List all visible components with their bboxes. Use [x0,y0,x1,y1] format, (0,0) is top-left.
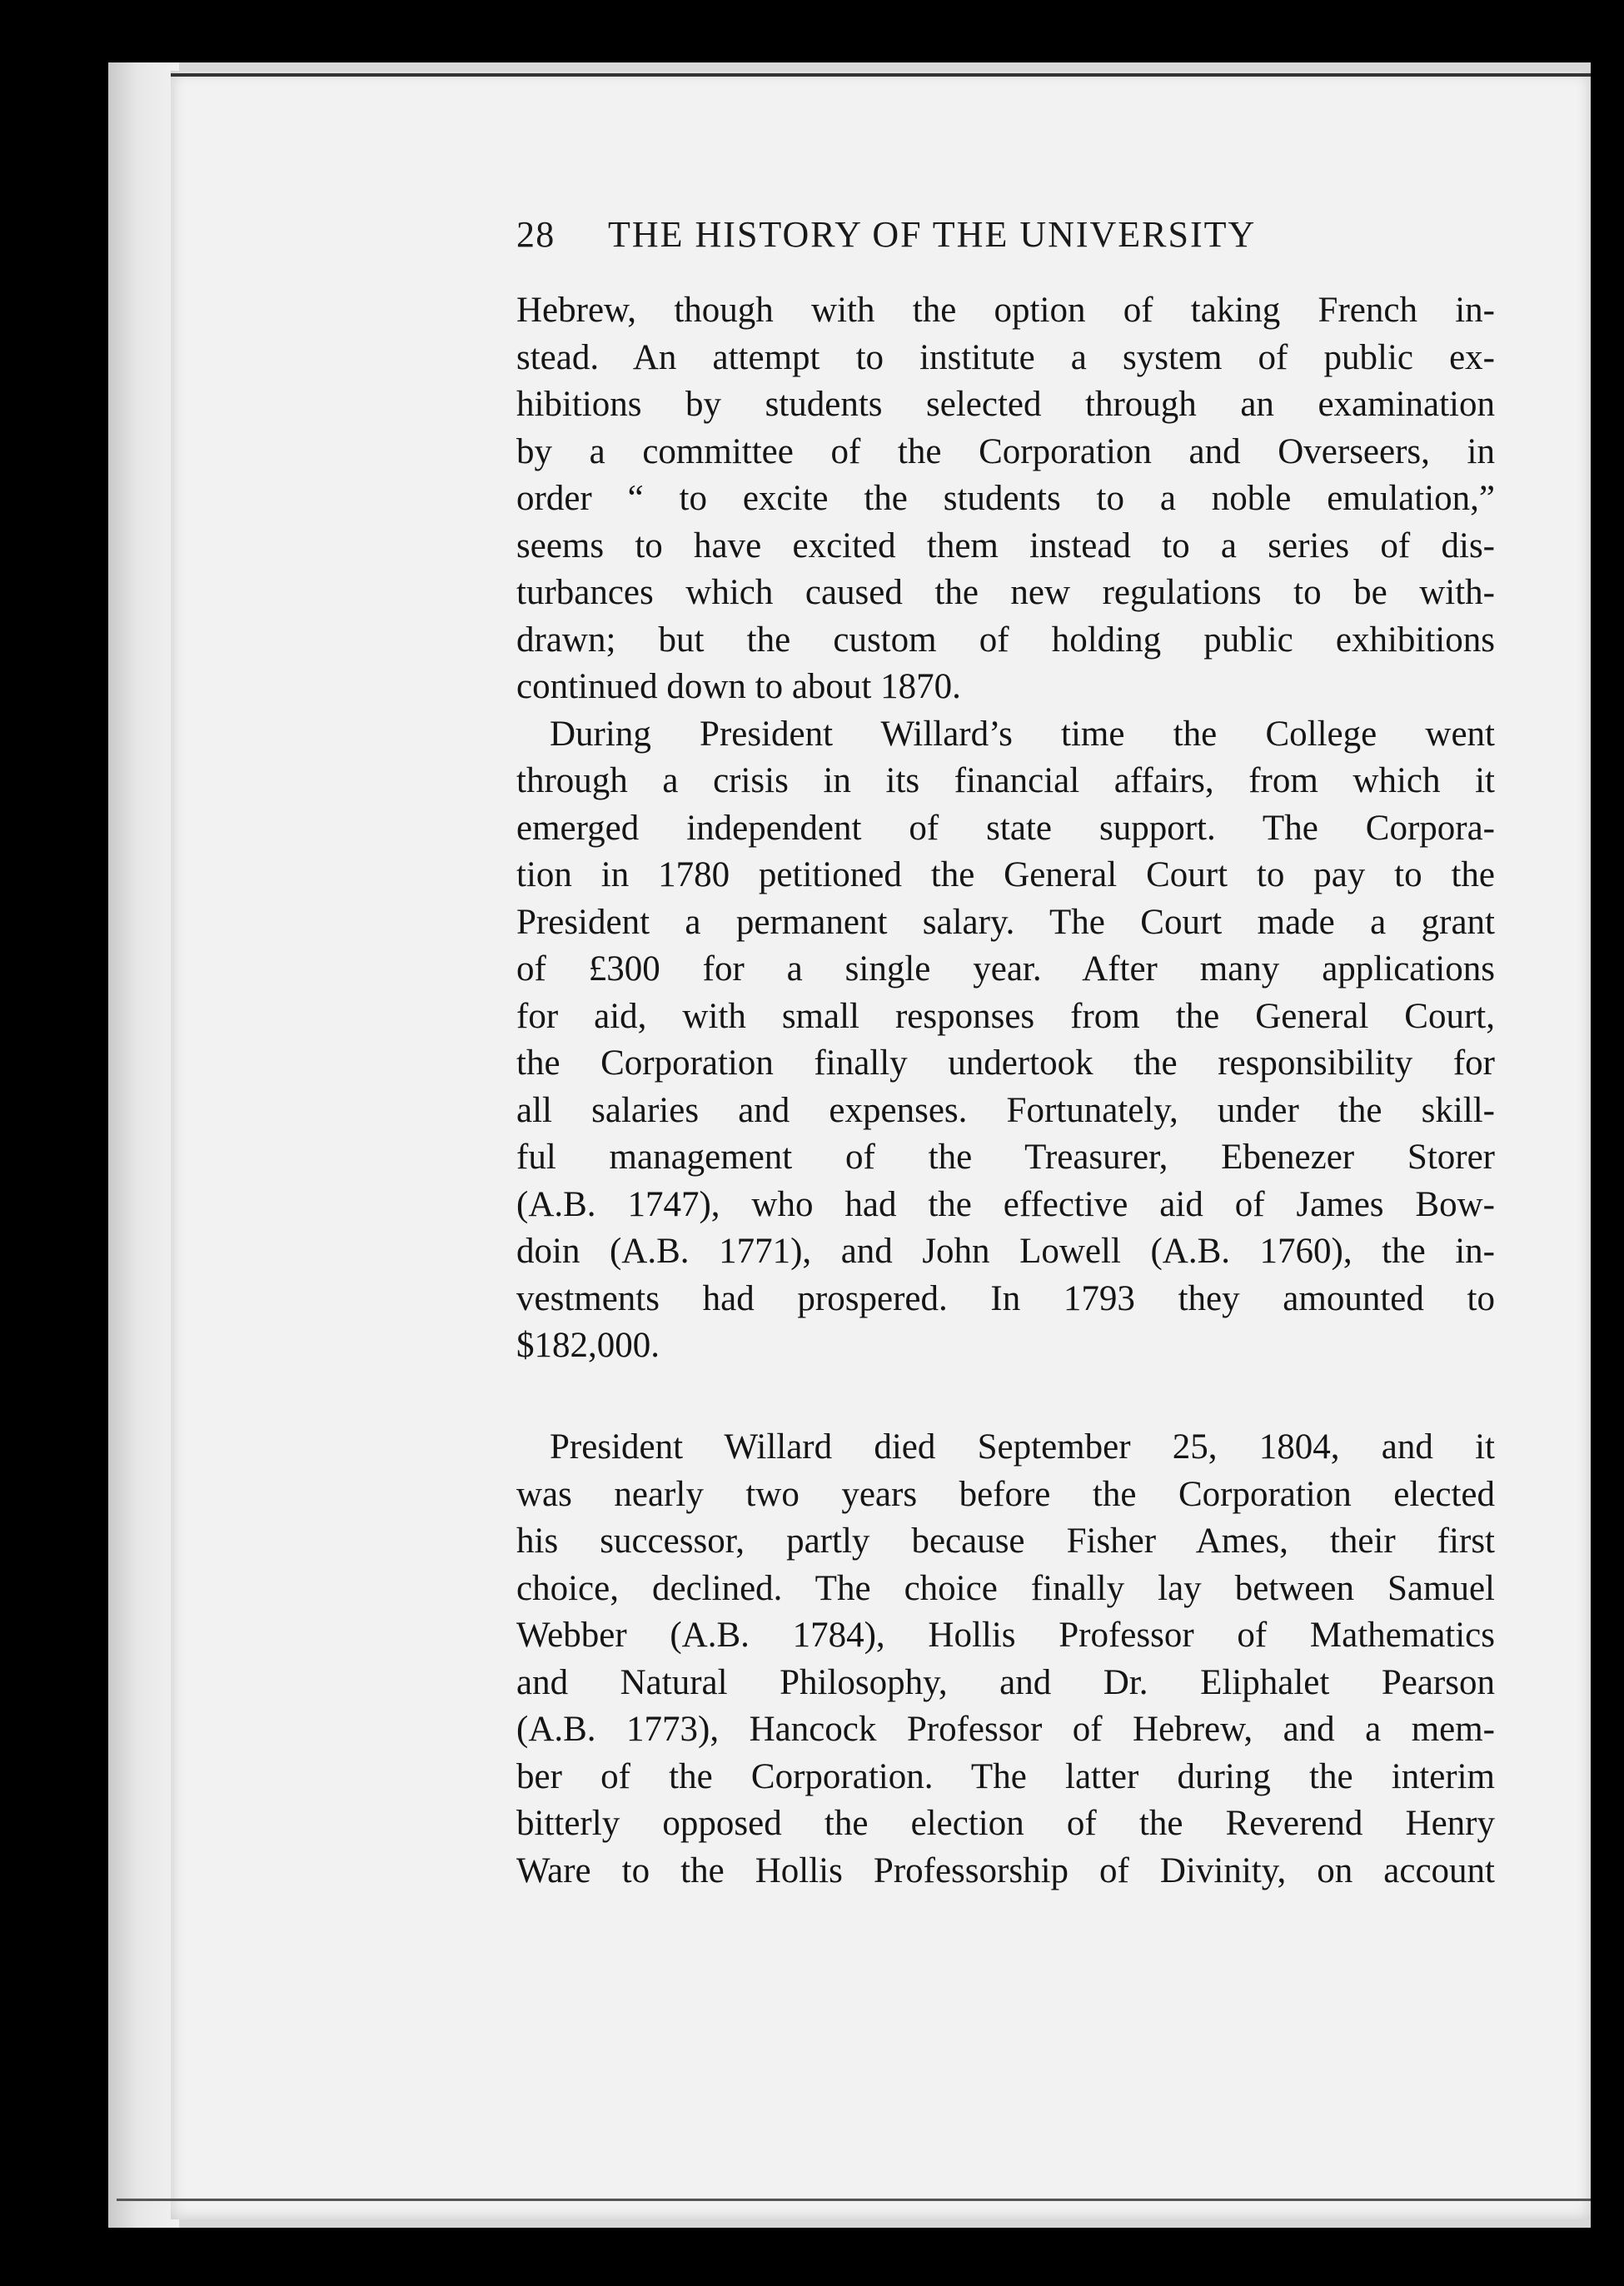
text-line: the Corporation finally undertook the responsibility for [516,1043,1495,1083]
text-line: through a crisis in its financial affairs, from which it [516,761,1495,800]
text-line: Webber (A.B. 1784), Hollis Professor of Mathematics [516,1616,1495,1655]
text-line: President Willard died September 25, 1804, and it [550,1427,1495,1467]
text-line: vestments had prospered. In 1793 they amounted to [516,1278,1495,1318]
text-line: Hebrew, though with the option of taking French in- [516,291,1495,330]
text-line: bitterly opposed the election of the Reverend Henry [516,1804,1495,1843]
running-title: THE HISTORY OF THE UNIVERSITY [608,214,1257,255]
running-head [516,213,1407,256]
text-line: drawn; but the custom of holding public exhibitions [516,620,1495,660]
text-line: (A.B. 1747), who had the effective aid of James Bow- [516,1184,1495,1224]
page-edge [108,62,179,2228]
text-line: $182,000. [516,1326,660,1365]
text-line: tion in 1780 petitioned the General Court to pay to the [516,855,1495,894]
text-line: Ware to the Hollis Professorship of Divinity, on account [516,1850,1495,1890]
text-line: choice, declined. The choice finally lay between Samuel [516,1568,1495,1608]
text-line: for aid, with small responses from the General Court, [516,996,1495,1036]
text-line: stead. An attempt to institute a system of public ex- [516,337,1495,377]
text-line: (A.B. 1773), Hancock Professor of Hebrew, and a mem- [516,1710,1495,1749]
text-line: President a permanent salary. The Court made a grant [516,902,1495,942]
top-border [171,73,1591,77]
text-line: by a committee of the Corporation and Overseers, in [516,431,1495,471]
text-line: hibitions by students selected through an examination [516,385,1495,424]
bottom-border [117,2199,1591,2201]
text-line: emerged independent of state support. The Corpora- [516,808,1495,848]
text-line: During President Willard’s time the College went [550,714,1495,754]
text-line: order “ to excite the students to a noble emulation,” [516,479,1495,518]
text-block-2 [516,1424,1495,1895]
text-line: doin (A.B. 1771), and John Lowell (A.B. 1760), the in- [516,1232,1495,1271]
text-line: his successor, partly because Fisher Ames, their first [516,1522,1495,1561]
text-line: was nearly two years before the Corporation elected [516,1474,1495,1514]
text-line: turbances which caused the new regulations to be with- [516,573,1495,612]
text-line: all salaries and expenses. Fortunately, under the skill- [516,1090,1495,1130]
page-number: 28 [516,214,555,255]
text-line: ber of the Corporation. The latter during the interim [516,1756,1495,1796]
text-line: continued down to about 1870. [516,667,961,706]
text-block-1 [516,287,1495,1370]
text-line: of £300 for a single year. After many applications [516,949,1495,989]
text-line: ful management of the Treasurer, Ebenezer Storer [516,1138,1495,1177]
text-line: seems to have excited them instead to a series of dis- [516,525,1495,565]
text-line: and Natural Philosophy, and Dr. Eliphalet Pearson [516,1662,1495,1702]
